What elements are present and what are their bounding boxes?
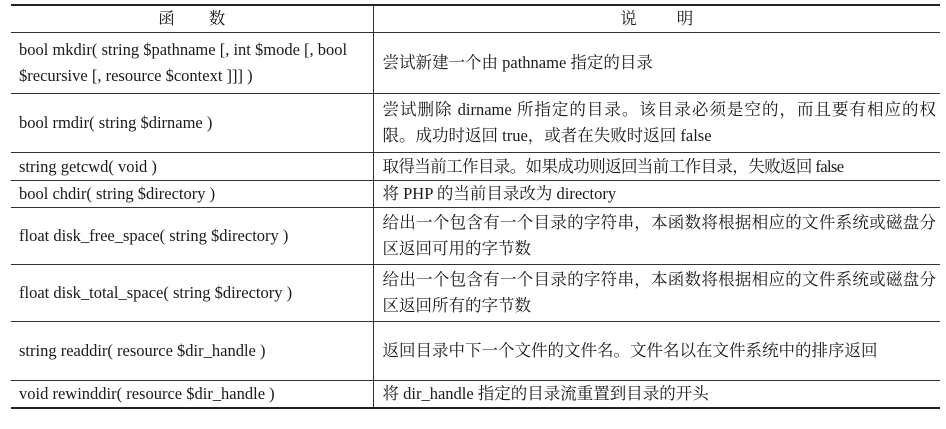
function-description: 给出一个包含有一个目录的字符串，本函数将根据相应的文件系统或磁盘分区返回所有的字节数	[373, 265, 940, 322]
table-row	[11, 181, 940, 208]
table-row	[11, 265, 940, 322]
function-signature: string getcwd( void )	[11, 153, 373, 181]
function-description: 将 PHP 的当前目录改为 directory	[373, 181, 940, 208]
function-description: 取得当前工作目录。如果成功则返回当前工作目录，失败返回 false	[373, 153, 940, 181]
function-description: 尝试删除 dirname 所指定的目录。该目录必须是空的，而且要有相应的权限。成功时返回 true，或者在失败时返回 false	[373, 94, 940, 153]
table-row	[11, 322, 940, 381]
function-signature: bool chdir( string $directory )	[11, 181, 373, 208]
function-signature: float disk_total_space( string $directory )	[11, 265, 373, 322]
function-signature: void rewinddir( resource $dir_handle )	[11, 381, 373, 409]
function-signature: string readdir( resource $dir_handle )	[11, 322, 373, 381]
table-row	[11, 94, 940, 153]
function-signature: bool mkdir( string $pathname [, int $mode [, bool $recursive [, resource $context ]]] )	[11, 33, 373, 94]
table-row	[11, 381, 940, 409]
table-row	[11, 208, 940, 265]
function-description: 给出一个包含有一个目录的字符串，本函数将根据相应的文件系统或磁盘分区返回可用的字节数	[373, 208, 940, 265]
function-signature: float disk_free_space( string $directory )	[11, 208, 373, 265]
table-row	[11, 153, 940, 181]
function-description: 尝试新建一个由 pathname 指定的目录	[373, 33, 940, 94]
function-description: 将 dir_handle 指定的目录流重置到目录的开头	[373, 381, 940, 409]
function-signature: bool rmdir( string $dirname )	[11, 94, 373, 153]
function-description: 返回目录中下一个文件的文件名。文件名以在文件系统中的排序返回	[373, 322, 940, 381]
table-header-row	[11, 5, 940, 33]
header-function: 函 数	[11, 5, 373, 33]
table-row	[11, 33, 940, 94]
header-description: 说 明	[373, 5, 940, 33]
directory-functions-table	[11, 4, 940, 409]
